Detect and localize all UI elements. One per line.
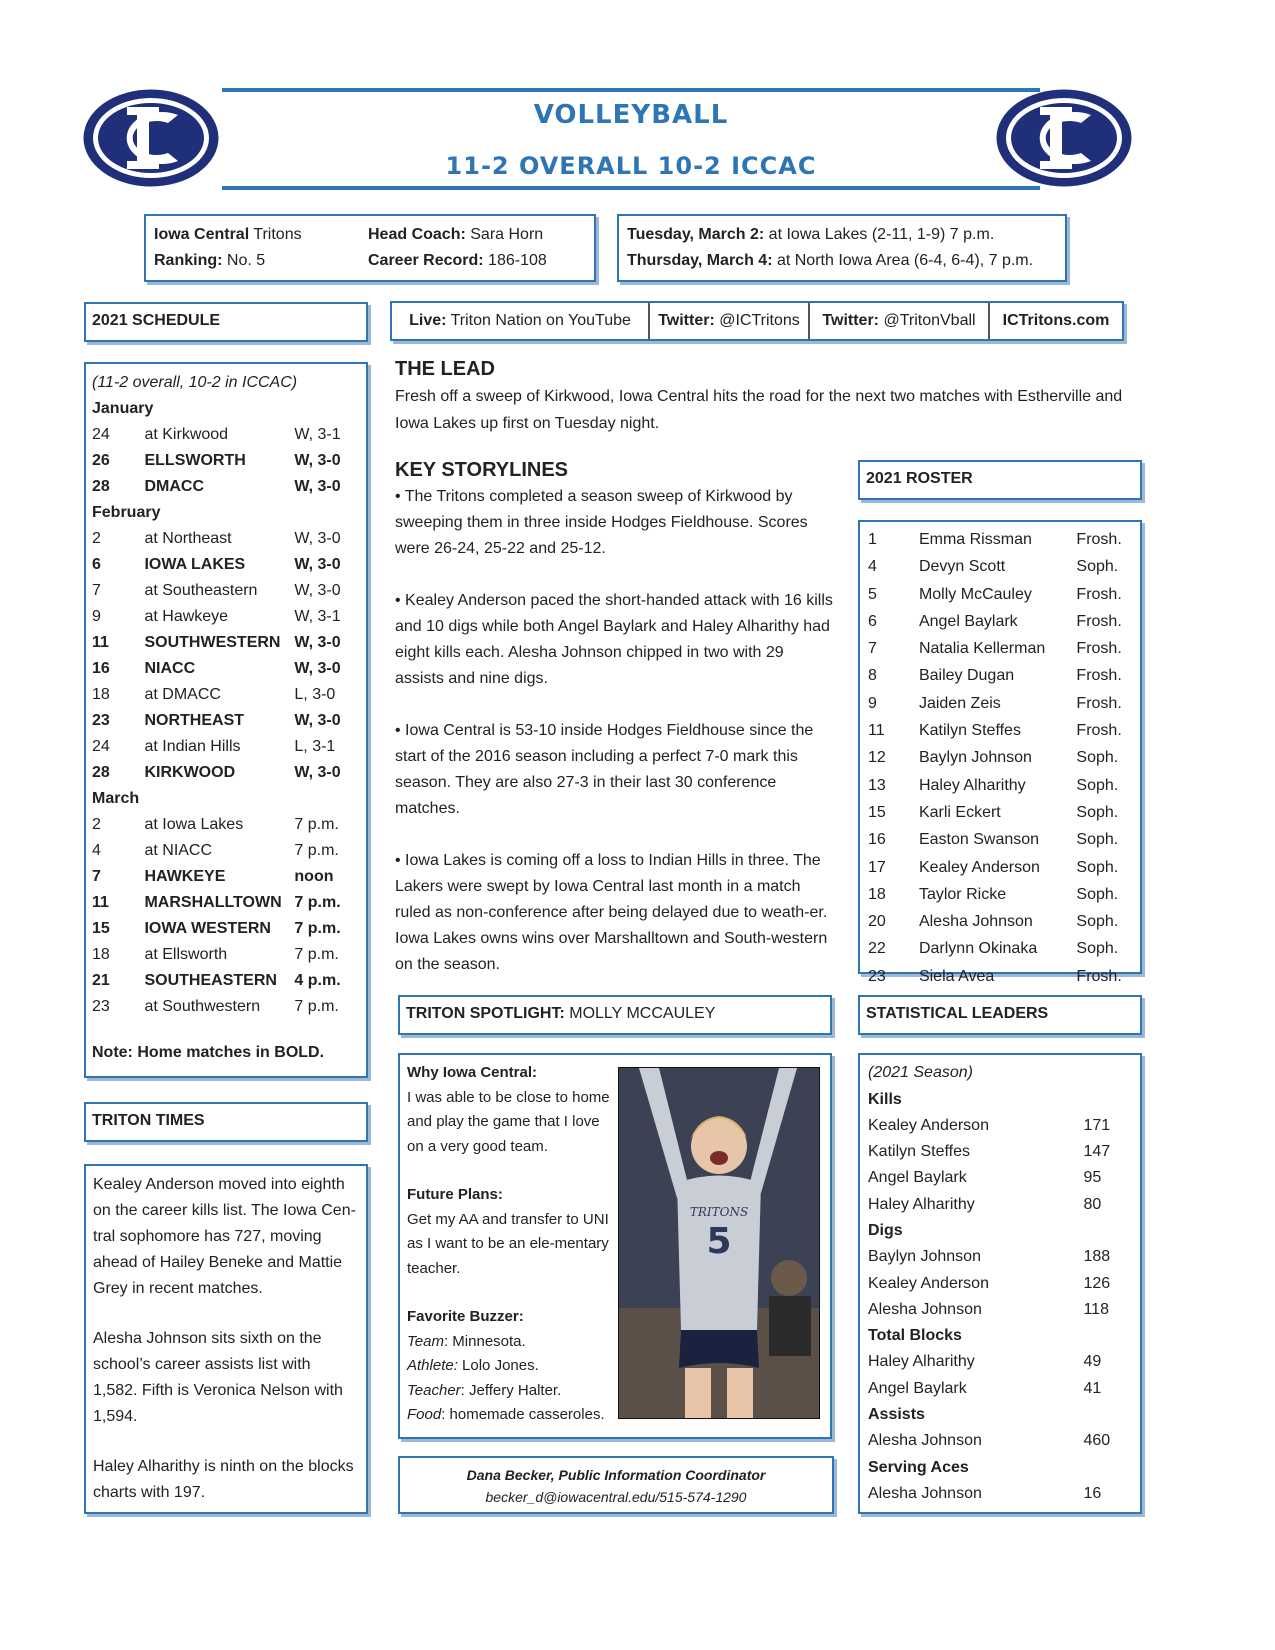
schedule-row (92, 448, 360, 474)
schedule-row (92, 890, 360, 916)
roster-year: Soph. (1076, 858, 1119, 876)
roster-row (868, 881, 1132, 908)
schedule-row (92, 760, 360, 786)
team-info-box (144, 214, 596, 282)
schedule-row (92, 630, 360, 656)
schedule-day: 26 (92, 452, 110, 469)
stat-row (868, 1428, 1132, 1454)
schedule-opponent: ELLSWORTH (144, 452, 246, 469)
schedule-opponent: NIACC (144, 660, 196, 677)
roster-number: 12 (868, 749, 886, 767)
iowa-central-logo-left (82, 87, 220, 189)
schedule-opponent: at Kirkwood (144, 426, 229, 443)
schedule-result: W, 3-0 (294, 582, 341, 599)
page-title: VOLLEYBALL (533, 100, 729, 130)
roster-year: Frosh. (1076, 640, 1122, 658)
roster-name: Angel Baylark (918, 612, 1018, 630)
roster-year: Soph. (1076, 776, 1119, 794)
roster-number: 9 (868, 694, 877, 712)
roster-year: Soph. (1076, 885, 1119, 903)
schedule-day: 2 (92, 530, 101, 547)
career-record-label: Career Record: (368, 252, 484, 269)
stat-player: Haley Alharithy (868, 1195, 975, 1213)
stat-player: Kealey Anderson (868, 1116, 989, 1134)
roster-number: 22 (868, 940, 886, 958)
upcoming-day: Tuesday, March 2: (627, 226, 765, 243)
stat-value: 460 (1083, 1432, 1111, 1450)
schedule-opponent: IOWA LAKES (144, 556, 246, 573)
roster-name: Devyn Scott (918, 558, 1006, 576)
roster-row (868, 854, 1132, 881)
stat-row (868, 1113, 1132, 1139)
schedule-opponent: at Indian Hills (144, 738, 241, 755)
upcoming-detail: at Iowa Lakes (2-11, 1-9) 7 p.m. (764, 226, 995, 243)
lead-heading: THE LEAD (395, 358, 495, 380)
ranking-label: Ranking: (154, 252, 223, 269)
schedule-opponent: at Hawkeye (144, 608, 229, 625)
triton-times-heading-box (84, 1102, 368, 1142)
roster-name: Katilyn Steffes (918, 722, 1021, 740)
schedule-opponent: SOUTHWESTERN (144, 634, 281, 651)
schedule-day: 16 (92, 660, 110, 677)
favorite-value: Lolo Jones. (457, 1357, 539, 1374)
schedule-row (92, 682, 360, 708)
roster-row (868, 826, 1132, 853)
schedule-result: W, 3-0 (294, 556, 341, 573)
roster-row (868, 963, 1132, 990)
roster-year: Frosh. (1076, 531, 1122, 548)
roster-box (858, 520, 1142, 985)
schedule-day: 28 (92, 478, 110, 495)
favorite-key: Athlete: (407, 1357, 458, 1374)
schedule-opponent: MARSHALLTOWN (144, 894, 282, 911)
triton-times-paragraph: Haley Alharithy is ninth on the blocks charts with 197. (93, 1458, 354, 1501)
schedule-result: W, 3-1 (294, 608, 341, 625)
stat-value: 16 (1083, 1484, 1102, 1502)
schedule-subtitle: (11-2 overall, 10-2 in ICCAC) (92, 374, 298, 391)
career-record-value: 186-108 (483, 252, 547, 269)
favorites-label: Favorite Buzzer: (407, 1308, 524, 1325)
favorite-value: : Jeffery Halter. (460, 1381, 562, 1399)
team-name: Tritons (249, 226, 302, 243)
stat-value: 171 (1083, 1116, 1111, 1134)
roster-number: 15 (868, 803, 886, 821)
roster-row (868, 717, 1132, 744)
roster-number: 11 (868, 722, 885, 740)
spotlight-heading-box (398, 995, 832, 1035)
schedule-day: 6 (92, 556, 101, 573)
schedule-row (92, 812, 360, 838)
roster-number: 8 (868, 667, 877, 685)
schedule-month: February (92, 504, 161, 521)
roster-number: 1 (868, 531, 877, 548)
schedule-day: 24 (92, 426, 110, 443)
schedule-row (92, 604, 360, 630)
stat-row (868, 1349, 1132, 1375)
schedule-opponent: at NIACC (144, 842, 213, 859)
favorite-value: : Minnesota. (443, 1332, 526, 1350)
stat-row (868, 1481, 1132, 1507)
favorite-key: Teacher (407, 1381, 461, 1399)
schedule-note: Note: Home matches in BOLD. (92, 1044, 325, 1061)
roster-row (868, 553, 1132, 580)
triton-times-box (84, 1164, 368, 1514)
schedule-row (92, 916, 360, 942)
contact-info[interactable]: becker_d@iowacentral.edu/515-574-1290 (485, 1489, 747, 1505)
stat-category: Digs (868, 1221, 903, 1239)
jersey-text: TRITONS (689, 1205, 749, 1219)
ranking-value: No. 5 (222, 252, 266, 269)
schedule-result: 4 p.m. (294, 972, 341, 989)
upcoming-day: Thursday, March 4: (627, 252, 773, 269)
schedule-row (92, 968, 360, 994)
schedule-month: March (92, 790, 140, 807)
schedule-opponent: at Northeast (144, 530, 232, 547)
roster-name: Darlynn Okinaka (918, 940, 1038, 958)
lead-section (395, 355, 1125, 437)
roster-year: Frosh. (1076, 967, 1122, 985)
schedule-day: 2 (92, 816, 101, 833)
schedule-row (92, 708, 360, 734)
schedule-heading-box (84, 302, 368, 342)
roster-row (868, 581, 1132, 608)
roster-row (868, 744, 1132, 771)
schedule-opponent: at Southwestern (144, 998, 261, 1015)
schedule-day: 23 (92, 712, 110, 729)
schedule-row (92, 838, 360, 864)
schedule-result: W, 3-1 (294, 426, 341, 443)
roster-year: Frosh. (1076, 667, 1122, 685)
triton-times-paragraph: Kealey Anderson moved into eighth on the career kills list. The Iowa Cen-tral sophomore has 727, moving ahead of Hailey Beneke and Mattie Grey in recent matches. (93, 1176, 356, 1297)
stat-player: Alesha Johnson (868, 1484, 982, 1502)
storyline-item: • The Tritons completed a season sweep of Kirkwood by sweeping them in three inside Hodges Fieldhouse. Scores were 26-24, 25-22 and 25-12. (395, 488, 808, 557)
schedule-opponent: at Southeastern (144, 582, 258, 599)
schedule-row (92, 578, 360, 604)
roster-row (868, 608, 1132, 635)
media-live[interactable]: Live: Triton Nation on YouTube (392, 303, 650, 339)
roster-number: 17 (868, 858, 886, 876)
schedule-opponent: at Iowa Lakes (144, 816, 244, 833)
schedule-day: 18 (92, 686, 110, 703)
schedule-day: 11 (92, 894, 109, 911)
schedule-opponent: at Ellsworth (144, 946, 228, 963)
media-twitter-ictritons[interactable]: Twitter: @ICTritons (650, 303, 810, 339)
stat-row (868, 1139, 1132, 1165)
media-website-link[interactable]: ICTritons.com (1002, 312, 1110, 329)
roster-list (868, 526, 1132, 990)
roster-row (868, 908, 1132, 935)
roster-year: Frosh. (1076, 722, 1122, 740)
roster-year: Soph. (1076, 803, 1119, 821)
contact-name: Dana Becker, Public Information Coordinator (466, 1467, 766, 1483)
roster-year: Soph. (1076, 913, 1119, 931)
schedule-row (92, 552, 360, 578)
roster-row (868, 799, 1132, 826)
stat-value: 188 (1083, 1248, 1111, 1266)
storyline-item: • Kealey Anderson paced the short-handed attack with 16 kills and 10 digs while both Angel Baylark and Haley Alharithy had eight kills each. Alesha Johnson chipped in two with 29 assists and nine digs. (395, 592, 833, 687)
stat-player: Haley Alharithy (868, 1353, 975, 1371)
storyline-item: • Iowa Lakes is coming off a loss to Indian Hills in three. The Lakers were swept by Iowa Central last month in a match ruled as non-conference after being delayed due to weath-er. Iowa Lakes owns wins over Marshalltown and South-western on the season. (395, 852, 828, 973)
schedule-result: W, 3-0 (294, 712, 341, 729)
schedule-row (92, 474, 360, 500)
schedule-result: W, 3-0 (294, 530, 341, 547)
schedule-box (84, 362, 368, 1078)
stats-heading: STATISTICAL LEADERS (866, 1005, 1049, 1022)
upcoming-matches-box (617, 214, 1067, 282)
roster-name: Jaiden Zeis (918, 694, 1001, 712)
roster-name: Taylor Ricke (918, 885, 1007, 903)
roster-heading-box (858, 460, 1142, 500)
schedule-row (92, 994, 360, 1020)
roster-row (868, 935, 1132, 962)
storyline-item: • Iowa Central is 53-10 inside Hodges Fieldhouse since the start of the 2016 season including a perfect 7-0 mark this season. They are also 27-3 in their last 30 conference matches. (395, 722, 814, 817)
schedule-month: January (92, 400, 154, 417)
roster-year: Frosh. (1076, 612, 1122, 630)
stat-category: Serving Aces (868, 1458, 969, 1476)
roster-number: 20 (868, 913, 886, 931)
schedule-opponent: KIRKWOOD (144, 764, 236, 781)
stat-value: 147 (1083, 1143, 1111, 1161)
schedule-day: 23 (92, 998, 110, 1015)
roster-year: Soph. (1076, 831, 1119, 849)
schedule-row (92, 942, 360, 968)
schedule-result: W, 3-0 (294, 452, 341, 469)
schedule-day: 28 (92, 764, 110, 781)
schedule-result: L, 3-1 (294, 738, 336, 755)
contact-box (398, 1456, 834, 1514)
school-name: Iowa Central (154, 226, 250, 243)
roster-row (868, 772, 1132, 799)
schedule-day: 18 (92, 946, 110, 963)
stat-player: Kealey Anderson (868, 1274, 989, 1292)
roster-year: Frosh. (1076, 585, 1122, 603)
why-label: Why Iowa Central: (407, 1064, 538, 1081)
stat-row (868, 1244, 1132, 1270)
schedule-result: noon (294, 868, 334, 885)
spotlight-heading-label: TRITON SPOTLIGHT: (406, 1005, 565, 1022)
plans-label: Future Plans: (407, 1186, 503, 1203)
roster-name: Kealey Anderson (918, 858, 1040, 876)
schedule-heading: 2021 SCHEDULE (92, 312, 221, 329)
schedule-opponent: SOUTHEASTERN (144, 972, 277, 989)
schedule-opponent: DMACC (144, 478, 205, 495)
stat-value: 95 (1083, 1169, 1102, 1187)
media-twitter-tritonvball[interactable]: Twitter: @TritonVball (810, 303, 990, 339)
schedule-opponent: IOWA WESTERN (144, 920, 271, 937)
stat-category: Kills (868, 1090, 902, 1108)
media-bar (390, 301, 1124, 341)
lead-text: Fresh off a sweep of Kirkwood, Iowa Central hits the road for the next two matches with Estherville and Iowa Lakes up first on Tuesday night. (395, 388, 1123, 432)
schedule-result: 7 p.m. (294, 920, 341, 937)
stat-value: 41 (1083, 1379, 1102, 1397)
stat-player: Katilyn Steffes (868, 1143, 970, 1161)
schedule-result: W, 3-0 (294, 660, 341, 677)
roster-row (868, 662, 1132, 689)
schedule-day: 9 (92, 608, 101, 625)
jersey-number: 5 (706, 1221, 732, 1262)
stats-box (858, 1053, 1142, 1514)
favorite-value: : homemade casseroles. (441, 1406, 605, 1423)
favorite-key: Food (407, 1406, 442, 1423)
stat-value: 80 (1083, 1195, 1102, 1213)
roster-number: 16 (868, 831, 886, 849)
roster-year: Soph. (1076, 940, 1119, 958)
triton-times-heading: TRITON TIMES (92, 1112, 205, 1129)
stat-player: Baylyn Johnson (868, 1248, 981, 1266)
roster-year: Soph. (1076, 558, 1119, 576)
schedule-result: W, 3-0 (294, 634, 341, 651)
schedule-row (92, 734, 360, 760)
schedule-result: 7 p.m. (294, 816, 339, 833)
roster-year: Frosh. (1076, 694, 1122, 712)
roster-year: Soph. (1076, 749, 1119, 767)
schedule-result: W, 3-0 (294, 764, 341, 781)
schedule-row (92, 656, 360, 682)
stats-heading-box (858, 995, 1142, 1035)
roster-number: 4 (868, 558, 877, 576)
schedule-opponent: HAWKEYE (144, 868, 226, 885)
schedule-result: 7 p.m. (294, 842, 339, 859)
stat-player: Alesha Johnson (868, 1300, 982, 1318)
stat-value: 118 (1083, 1300, 1109, 1318)
roster-row (868, 635, 1132, 662)
stat-row (868, 1297, 1132, 1323)
storylines-section (395, 456, 833, 978)
roster-name: Bailey Dugan (918, 667, 1015, 685)
roster-number: 23 (868, 967, 886, 985)
stat-category: Assists (868, 1406, 925, 1424)
roster-row (868, 690, 1132, 717)
stat-category: Total Blocks (868, 1327, 962, 1345)
schedule-row (92, 526, 360, 552)
coach-name: Sara Horn (465, 226, 544, 243)
schedule-day: 4 (92, 842, 101, 859)
roster-number: 6 (868, 612, 877, 630)
spotlight-box (398, 1053, 832, 1439)
header-rule-top (222, 88, 1040, 92)
roster-name: Siela Avea (918, 967, 995, 985)
stat-value: 126 (1083, 1274, 1111, 1292)
header-rule-bottom (222, 186, 1040, 190)
schedule-result: 7 p.m. (294, 894, 341, 911)
stat-player: Alesha Johnson (868, 1432, 982, 1450)
stat-row (868, 1192, 1132, 1218)
why-text: I was able to be close to home and play the game that I love on a very good team. (407, 1088, 610, 1155)
upcoming-detail: at North Iowa Area (6-4, 6-4), 7 p.m. (772, 252, 1034, 269)
roster-name: Emma Rissman (918, 531, 1032, 548)
roster-name: Natalia Kellerman (918, 640, 1046, 658)
stat-row (868, 1165, 1132, 1191)
schedule-day: 11 (92, 634, 109, 651)
roster-number: 18 (868, 885, 886, 903)
schedule-day: 24 (92, 738, 110, 755)
stat-value: 49 (1083, 1353, 1102, 1371)
schedule-row (92, 864, 360, 890)
roster-row (868, 526, 1132, 553)
stats-subtitle: (2021 Season) (868, 1064, 973, 1081)
roster-name: Molly McCauley (918, 585, 1032, 603)
schedule-list (92, 396, 360, 1020)
roster-number: 13 (868, 776, 886, 794)
schedule-opponent: at DMACC (144, 686, 221, 703)
schedule-day: 7 (92, 868, 101, 885)
schedule-result: L, 3-0 (294, 686, 336, 703)
schedule-result: 7 p.m. (294, 946, 339, 963)
roster-number: 5 (868, 585, 877, 603)
coach-label: Head Coach: (368, 226, 466, 243)
stat-player: Angel Baylark (868, 1169, 967, 1187)
storylines-heading: KEY STORYLINES (395, 459, 569, 481)
schedule-day: 21 (92, 972, 110, 989)
schedule-opponent: NORTHEAST (144, 712, 245, 729)
roster-name: Easton Swanson (918, 831, 1040, 849)
season-record: 11-2 OVERALL 10-2 ICCAC (445, 152, 817, 180)
schedule-result: W, 3-0 (294, 478, 341, 495)
roster-number: 7 (868, 640, 877, 658)
plans-text: Get my AA and transfer to UNI as I want to be an ele-mentary teacher. (407, 1210, 609, 1277)
player-photo (618, 1067, 820, 1419)
stats-list (868, 1087, 1132, 1508)
spotlight-player-name: MOLLY MCCAULEY (564, 1005, 716, 1022)
triton-times-paragraph: Alesha Johnson sits sixth on the school’s career assists list with 1,582. Fifth is Veronica Nelson with 1,594. (93, 1330, 343, 1425)
roster-heading: 2021 ROSTER (866, 470, 973, 487)
roster-name: Haley Alharithy (918, 776, 1026, 794)
stat-player: Angel Baylark (868, 1379, 967, 1397)
roster-name: Baylyn Johnson (918, 749, 1032, 767)
stat-row (868, 1271, 1132, 1297)
roster-name: Karli Eckert (918, 803, 1001, 821)
schedule-day: 15 (92, 920, 110, 937)
schedule-result: 7 p.m. (294, 998, 339, 1015)
roster-name: Alesha Johnson (918, 913, 1033, 931)
schedule-day: 7 (92, 582, 101, 599)
favorite-key: Team (407, 1332, 444, 1350)
stat-row (868, 1376, 1132, 1402)
schedule-row (92, 422, 360, 448)
